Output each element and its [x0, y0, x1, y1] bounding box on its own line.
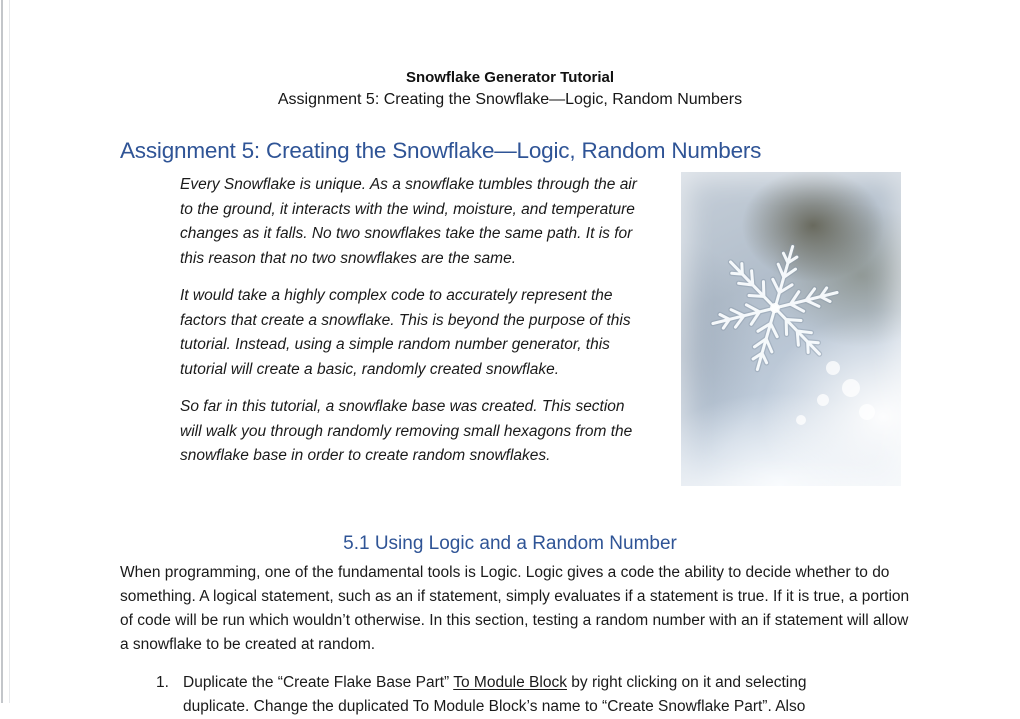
- step-number: 1.: [156, 674, 169, 691]
- section-heading: 5.1 Using Logic and a Random Number: [343, 533, 677, 554]
- header-subtitle: Assignment 5: Creating the Snowflake—Logic, Random Numbers: [277, 91, 743, 108]
- step-item-1: [156, 671, 916, 719]
- step-text-segment: by right clicking on it and selecting: [566, 674, 807, 691]
- page-title: Assignment 5: Creating the Snowflake—Logic, Random Numbers: [120, 138, 762, 163]
- numbered-steps: [156, 671, 916, 719]
- intro-paragraphs: [180, 173, 648, 482]
- snowflake-photo: [681, 172, 901, 486]
- intro-paragraph-1: Every Snowflake is unique. As a snowflake tumbles through the air to the ground, it interacts with the wind, moisture, and temperature changes as it falls. No two snowflakes take the same path. It is for this reason that no two snowflakes are the same.: [180, 176, 637, 267]
- intro-paragraph-3: So far in this tutorial, a snowflake base was created. This section will walk you through randomly removing small hexagons from the snowflake base in order to create random snowflakes.: [180, 398, 633, 464]
- header-title: Snowflake Generator Tutorial: [405, 69, 615, 86]
- section-body-paragraph: When programming, one of the fundamental tools is Logic. Logic gives a code the ability to decide whether to do something. A logical statement, such as an if statement, simply evaluates if a statement is true. If it is true, a portion of code will be run which wouldn’t otherwise. In this section, testing a random number with an if statement will allow a snowflake to be created at random.: [120, 564, 910, 653]
- step-text: [183, 671, 807, 719]
- step-text-segment: Duplicate the “Create Flake Base Part”: [183, 674, 454, 691]
- snowflake-photo-graphic: [681, 172, 901, 486]
- to-module-block-underlined-text: To Module Block: [453, 674, 567, 691]
- step-line-1: [183, 671, 807, 695]
- step-line-2-clipped: duplicate. Change the duplicated To Module Block’s name to “Create Snowflake Part”. Also: [183, 698, 806, 715]
- running-header: [0, 68, 1020, 111]
- intro-paragraph-2: It would take a highly complex code to accurately represent the factors that create a snowflake. This is beyond the purpose of this tutorial. Instead, using a simple random number generator, this tutorial will create a basic, randomly created snowflake.: [180, 287, 631, 378]
